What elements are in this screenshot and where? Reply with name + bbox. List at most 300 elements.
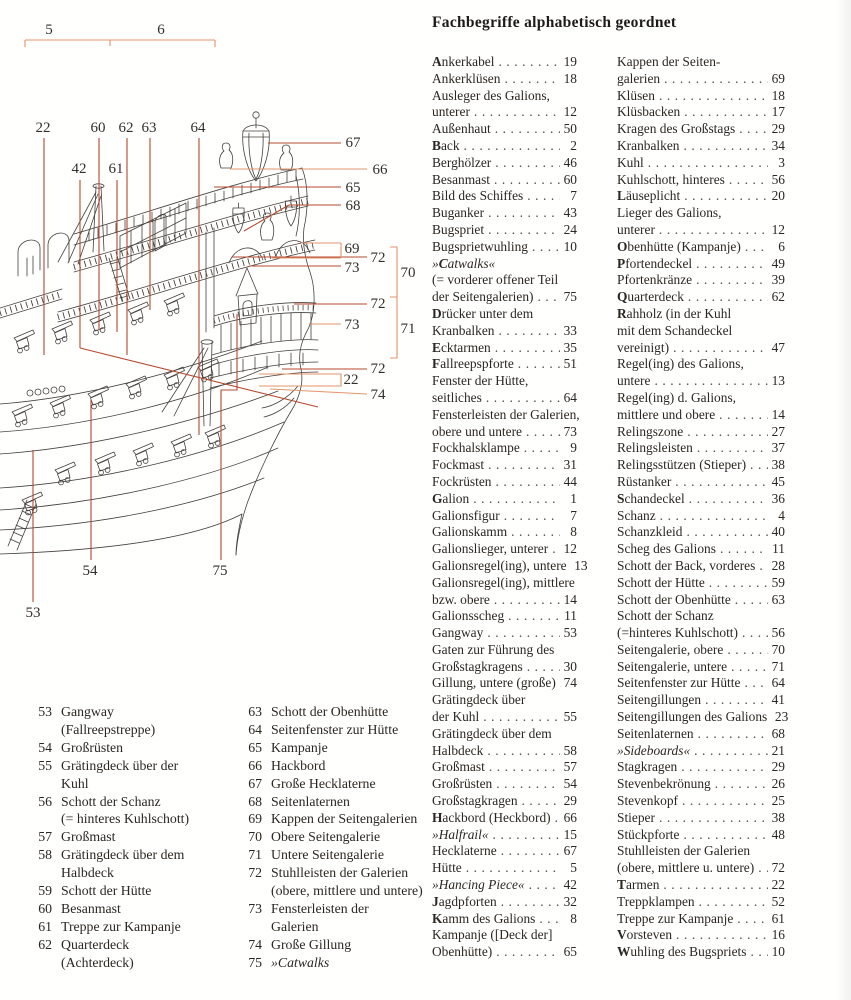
- glossary-term: Schott der Schanz: [617, 608, 714, 624]
- glossary-term: Fockmast: [432, 457, 485, 473]
- glossary-term: Galionsscheg: [432, 608, 505, 624]
- callout-number: 22: [35, 120, 51, 136]
- dot-leader: [501, 843, 560, 860]
- glossary-line: [617, 843, 785, 860]
- callout-number: 66: [372, 162, 388, 178]
- glossary-line: [617, 911, 785, 928]
- page-number: 7: [570, 507, 577, 523]
- glossary-term: Fallreepspforte: [432, 356, 514, 372]
- dot-leader: [699, 894, 768, 911]
- legend-number: 59: [38, 883, 52, 899]
- legend-label: Grätingdeck über der: [61, 757, 179, 773]
- legend-item: [236, 793, 441, 811]
- page-number: 9: [570, 440, 577, 456]
- glossary-term: Kranbalken: [432, 322, 495, 338]
- glossary-term: Fockrüsten: [432, 473, 492, 489]
- glossary-term: Kranbalken: [617, 137, 680, 153]
- glossary-line: [432, 709, 577, 726]
- glossary-term: Großmast: [432, 759, 485, 775]
- page-number: 13: [771, 373, 785, 389]
- callout-number: 6: [157, 22, 165, 38]
- glossary-term: »Halfrail«: [432, 826, 489, 842]
- callout-number: 73: [344, 317, 360, 333]
- page-number: 8: [570, 524, 577, 540]
- glossary-line: [617, 121, 785, 138]
- callout-number: 72: [370, 296, 386, 312]
- glossary-line: [617, 709, 789, 726]
- dot-leader: [529, 877, 560, 894]
- glossary-term: Bugspriet: [432, 221, 485, 237]
- legend-number: 55: [38, 757, 52, 773]
- glossary-term: Treppe zur Kampanje: [617, 910, 734, 926]
- dot-leader: [750, 944, 768, 961]
- legend-label: Halbdeck: [61, 865, 114, 881]
- legend-item: [236, 846, 441, 864]
- page-number: 22: [771, 877, 785, 893]
- glossary-term: Stevenbekrönung: [617, 776, 711, 792]
- glossary-line: [617, 424, 785, 441]
- page-number: 67: [563, 843, 577, 859]
- dot-leader: [539, 911, 560, 928]
- legend-item: [236, 757, 441, 775]
- page-number: 52: [771, 893, 785, 909]
- legend-item: [26, 703, 236, 739]
- legend-label: Galerien: [271, 918, 319, 934]
- page-number: 48: [771, 826, 785, 842]
- dot-leader: [739, 121, 768, 138]
- page-number: 50: [563, 121, 577, 137]
- page-number: 64: [563, 389, 577, 405]
- page-number: 15: [563, 826, 577, 842]
- glossary-term: Fockhalsklampe: [432, 440, 520, 456]
- glossary-line: [432, 692, 577, 709]
- page-number: 49: [771, 255, 785, 271]
- dot-leader: [511, 524, 560, 541]
- page-number: 70: [771, 641, 785, 657]
- glossary-line: [617, 272, 785, 289]
- leader-lines-red: [33, 138, 367, 602]
- glossary-line: [617, 222, 785, 239]
- page-number: 47: [771, 339, 785, 355]
- glossary-term: Vorsteven: [617, 927, 673, 943]
- glossary-term: Kragen des Großstags: [617, 121, 736, 137]
- glossary-term: mit dem Schandeckel: [617, 322, 733, 338]
- glossary-term: der Seitengalerien): [432, 289, 534, 305]
- stern-lantern: [243, 112, 270, 181]
- glossary-line: [617, 407, 785, 424]
- glossary-line: [617, 440, 785, 457]
- dot-leader: [663, 877, 768, 894]
- glossary-line: [432, 608, 577, 625]
- legend-item: [26, 900, 236, 918]
- dot-leader: [498, 323, 560, 340]
- glossary-term: Stagkragen: [617, 759, 678, 775]
- glossary-line: [617, 188, 785, 205]
- page-number: 3: [778, 154, 785, 170]
- callout-number: 54: [82, 563, 98, 579]
- dot-leader: [464, 138, 560, 155]
- glossary-term: Seitenlaternen: [617, 725, 694, 741]
- glossary-line: [432, 877, 577, 894]
- glossary-term: »Hancing Piece«: [432, 877, 525, 893]
- glossary-term: Tarmen: [617, 877, 660, 893]
- page-number: 43: [563, 205, 577, 221]
- legend-label: Schott der Hütte: [61, 883, 152, 899]
- dot-leader: [694, 743, 768, 760]
- glossary-line: [432, 406, 580, 424]
- glossary-line: [432, 440, 577, 457]
- glossary-term: Back: [432, 137, 460, 153]
- dot-leader: [494, 172, 560, 189]
- legend-item: [236, 936, 441, 954]
- glossary-term: Rahholz (in der Kuhl: [617, 305, 732, 321]
- callout-number: 61: [108, 161, 124, 177]
- glossary-term: Kuhl: [617, 154, 644, 170]
- dot-leader: [488, 222, 560, 239]
- legend-item: [26, 828, 236, 846]
- glossary-term: Scheg des Galions: [617, 541, 716, 557]
- page-number: 34: [771, 137, 785, 153]
- glossary-line: [432, 894, 577, 911]
- dot-leader: [750, 457, 768, 474]
- dot-leader: [659, 222, 768, 239]
- legend-item: [236, 864, 441, 900]
- page-number: 42: [563, 877, 577, 893]
- page-number: 71: [771, 658, 785, 674]
- grossmast: [162, 340, 213, 426]
- glossary-term: obere und untere: [432, 423, 522, 439]
- page-number: 44: [563, 473, 577, 489]
- glossary-line: [432, 759, 577, 776]
- glossary-term: Kampanje ([Deck der]: [432, 927, 553, 943]
- glossary-line: [617, 524, 785, 541]
- dot-leader: [696, 256, 768, 273]
- legend-number: 58: [38, 847, 52, 863]
- glossary-line: [617, 894, 785, 911]
- page-number: 75: [563, 289, 577, 305]
- callout-number: 5: [45, 22, 53, 38]
- dot-leader: [689, 491, 768, 508]
- page-number: 26: [771, 776, 785, 792]
- statue: [220, 143, 233, 168]
- dot-leader: [687, 424, 768, 441]
- dot-leader: [527, 188, 560, 205]
- page-number: 57: [563, 759, 577, 775]
- glossary-term: Galionskamm: [432, 524, 508, 540]
- glossary-term: Seitengillungen des Galions: [617, 709, 768, 725]
- glossary-term: Relingsleisten: [617, 440, 693, 456]
- glossary-term: Grätingdeck über dem: [432, 725, 552, 741]
- legend-number: 74: [248, 936, 262, 952]
- legend-item: [236, 703, 441, 721]
- glossary-line: [617, 810, 785, 827]
- page-number: 59: [771, 574, 785, 590]
- dot-leader: [758, 860, 768, 877]
- page-number: 66: [563, 809, 577, 825]
- glossary-line: [432, 793, 577, 810]
- legend-item: [236, 775, 441, 793]
- callout-number: 60: [90, 120, 106, 136]
- page-number: 38: [771, 457, 785, 473]
- glossary-term: Stevenkopf: [617, 793, 678, 809]
- glossary-line: [617, 138, 785, 155]
- dot-leader: [496, 776, 560, 793]
- glossary-line: [617, 373, 785, 390]
- glossary-line: [432, 592, 577, 609]
- glossary-line: [617, 860, 785, 877]
- glossary-line: [617, 104, 785, 121]
- glossary-line: [617, 558, 785, 575]
- page-number: 12: [771, 221, 785, 237]
- glossary-term: seitliches: [432, 389, 482, 405]
- callout-number: 71: [400, 321, 416, 337]
- legend-item: [236, 810, 441, 828]
- glossary-term: Pfortenkränze: [617, 272, 693, 288]
- callout-number: 73: [344, 260, 360, 276]
- page-number: 12: [563, 541, 577, 557]
- glossary-line: [617, 306, 785, 323]
- page-number: 51: [563, 356, 577, 372]
- legend-label: Seitenfenster zur Hütte: [271, 721, 399, 737]
- dot-leader: [498, 54, 560, 71]
- statue: [280, 145, 293, 170]
- dot-leader: [759, 558, 768, 575]
- glossary-line: [617, 54, 785, 71]
- dot-leader: [518, 356, 560, 373]
- glossary-line: [432, 675, 577, 692]
- glossary-term: Schott der Back, vorderes: [617, 557, 756, 573]
- page-number: 69: [771, 70, 785, 86]
- page-number: 72: [771, 860, 785, 876]
- legend-item: [26, 793, 236, 829]
- glossary-line: [617, 927, 785, 944]
- page-number: 37: [771, 440, 785, 456]
- glossary-term: Galionslieger, unterer: [432, 541, 549, 557]
- legend-label: Große Gillung: [271, 936, 352, 952]
- page-number: 23: [774, 709, 789, 725]
- glossary-line: [617, 323, 785, 340]
- page-number: 14: [563, 591, 577, 607]
- glossary-line: [432, 810, 577, 827]
- page-number: 31: [563, 457, 577, 473]
- dot-leader: [720, 541, 768, 558]
- legend-item: [236, 739, 441, 757]
- dot-leader: [474, 104, 560, 121]
- glossary-line: [617, 692, 785, 709]
- dot-leader: [682, 793, 768, 810]
- side-lantern: [233, 203, 244, 233]
- dot-leader: [686, 524, 768, 541]
- legend-label: Stuhlleisten der Galerien: [271, 865, 409, 881]
- page-number: 17: [771, 104, 785, 120]
- legend-number: 57: [38, 829, 52, 845]
- page-number: 21: [771, 742, 785, 758]
- callout-number: 62: [118, 120, 134, 136]
- glossary-line: [432, 827, 577, 844]
- callout-number: 74: [370, 387, 386, 403]
- glossary-term: Obenhütte (Kampanje): [617, 238, 741, 254]
- dot-leader: [744, 675, 768, 692]
- dot-leader: [742, 625, 768, 642]
- legend-item: [26, 918, 236, 936]
- glossary-term: Galionsregel(ing), untere: [432, 557, 567, 573]
- page-number: 13: [574, 557, 588, 573]
- legend-label: Obere Seitengalerie: [271, 829, 381, 845]
- page-number: 7: [570, 188, 577, 204]
- glossary-line: [432, 642, 577, 659]
- glossary-term: Gaten zur Führung des: [432, 641, 555, 657]
- legend-number: 65: [248, 739, 262, 755]
- legend-item: [26, 846, 236, 882]
- legend-label: (Fallreepstreppe): [61, 721, 156, 737]
- glossary-line: [617, 726, 785, 743]
- glossary-term: Ankerkabel: [432, 54, 495, 69]
- callout-number: 70: [400, 265, 416, 281]
- glossary-term: Schanz: [617, 507, 656, 523]
- glossary-term: Relingszone: [617, 423, 684, 439]
- glossary-term: Besanmast: [432, 171, 491, 187]
- page-number: 62: [771, 289, 785, 305]
- glossary-line: [617, 793, 785, 810]
- glossary-line: [617, 877, 785, 894]
- glossary-line: [617, 776, 785, 793]
- dot-leader: [483, 709, 560, 726]
- glossary-line: [617, 172, 785, 189]
- deckhouse: [120, 203, 186, 268]
- page-number: 36: [771, 490, 785, 506]
- glossary-line: [432, 155, 577, 172]
- glossary-term: Jagdpforten: [432, 893, 497, 909]
- legend-number: 73: [248, 900, 262, 916]
- glossary-line: [617, 575, 785, 592]
- callout-number: 42: [71, 161, 87, 177]
- callout-number: 22: [343, 372, 359, 388]
- glossary-line: [617, 155, 785, 172]
- glossary-term: Galion: [432, 490, 470, 506]
- glossary-term: Klüsbacken: [617, 104, 681, 120]
- dot-leader: [659, 88, 768, 105]
- page-number: 11: [772, 541, 785, 557]
- callout-number: 64: [190, 120, 206, 136]
- glossary-line: [432, 323, 577, 340]
- glossary-line: [432, 104, 577, 121]
- glossary-line: [432, 575, 577, 592]
- glossary-line: [432, 457, 577, 474]
- legend-label: Kampanje: [271, 739, 328, 755]
- glossary-term: Stückpforte: [617, 826, 680, 842]
- glossary-line: [617, 457, 785, 474]
- legend-column-left: [26, 703, 236, 972]
- glossary-term: Schott der Obenhütte: [617, 591, 731, 607]
- dot-leader: [532, 239, 560, 256]
- dot-leader: [496, 474, 560, 491]
- legend-number: 67: [248, 775, 262, 791]
- glossary-line: [617, 759, 785, 776]
- glossary-column-right: [617, 54, 789, 961]
- glossary-line: [432, 239, 577, 256]
- dot-leader: [538, 289, 561, 306]
- dot-leader: [526, 424, 560, 441]
- dot-leader: [489, 759, 560, 776]
- page-number: 20: [771, 188, 785, 204]
- page-number: 8: [570, 910, 577, 926]
- page-number: 40: [771, 524, 785, 540]
- callout-number: 63: [141, 120, 157, 136]
- glossary-line: [617, 625, 785, 642]
- dot-leader: [504, 508, 560, 525]
- callout-number: 72: [370, 250, 386, 266]
- glossary-term: unterer: [617, 221, 655, 237]
- legend-label: Großrüsten: [61, 739, 124, 755]
- legend-label: Große Hecklaterne: [271, 775, 376, 791]
- glossary-line: [617, 256, 785, 273]
- legend-number: 61: [38, 918, 52, 934]
- glossary-term: Ausleger des Galions,: [432, 87, 550, 103]
- legend-number: 56: [38, 793, 52, 809]
- glossary-term: Großstagkragen: [432, 793, 518, 809]
- dot-leader: [709, 575, 768, 592]
- glossary-line: [617, 491, 785, 508]
- dot-leader: [715, 776, 768, 793]
- glossary-term: Seitengillungen: [617, 692, 702, 708]
- page-number: 73: [563, 423, 577, 439]
- ship-stern-diagram: [0, 0, 430, 650]
- page-edge-shadow: [835, 0, 851, 1000]
- legend-item: [26, 739, 236, 757]
- glossary-term: Außenhaut: [432, 121, 491, 137]
- glossary-term: Wuhling des Bugspriets: [617, 944, 747, 960]
- glossary-term: (= vorderer offener Teil: [432, 272, 559, 288]
- legend-item: [236, 954, 441, 972]
- page-number: 61: [771, 910, 785, 926]
- legend-label: (= hinteres Kuhlschott): [61, 811, 190, 827]
- glossary-title: Fachbegriffe alphabetisch geordnet: [432, 14, 677, 31]
- legend-number: 60: [38, 900, 52, 916]
- glossary-line: [432, 289, 577, 306]
- glossary-line: [617, 827, 785, 844]
- glossary-line: [432, 256, 577, 273]
- dot-leader: [654, 373, 768, 390]
- glossary-term: Fenster der Hütte,: [432, 373, 529, 389]
- glossary-term: »Catwalks«: [432, 255, 496, 271]
- legend-label: Kappen der Seitengalerien: [271, 811, 418, 827]
- page-number: 74: [563, 675, 577, 691]
- glossary-term: Halbdeck: [432, 742, 484, 758]
- glossary-term: (=hinteres Kuhlschott): [617, 625, 738, 641]
- glossary-line: [432, 726, 577, 743]
- legend-label: Seitenlaternen: [271, 793, 350, 809]
- legend-item: [236, 721, 441, 739]
- dot-leader: [696, 272, 768, 289]
- page-number: 64: [771, 675, 785, 691]
- glossary-term: Kappen der Seiten-: [617, 54, 721, 69]
- glossary-term: Obenhütte): [432, 944, 493, 960]
- legend-number: 54: [38, 739, 52, 755]
- callout-number: 75: [212, 563, 228, 579]
- glossary-term: Gillung, untere (große): [432, 675, 556, 691]
- glossary-term: Gangway: [432, 625, 484, 641]
- glossary-term: Lieger des Galions,: [617, 205, 722, 221]
- page-number: 63: [771, 591, 785, 607]
- dot-leader: [466, 860, 560, 877]
- glossary-line: [432, 659, 577, 676]
- page-number: 53: [563, 625, 577, 641]
- legend-label: (obere, mittlere und untere): [271, 883, 423, 899]
- glossary-term: Pfortendeckel: [617, 255, 693, 271]
- dot-leader: [664, 71, 768, 88]
- glossary-term: Großstagkragens: [432, 658, 523, 674]
- glossary-line: [432, 54, 577, 71]
